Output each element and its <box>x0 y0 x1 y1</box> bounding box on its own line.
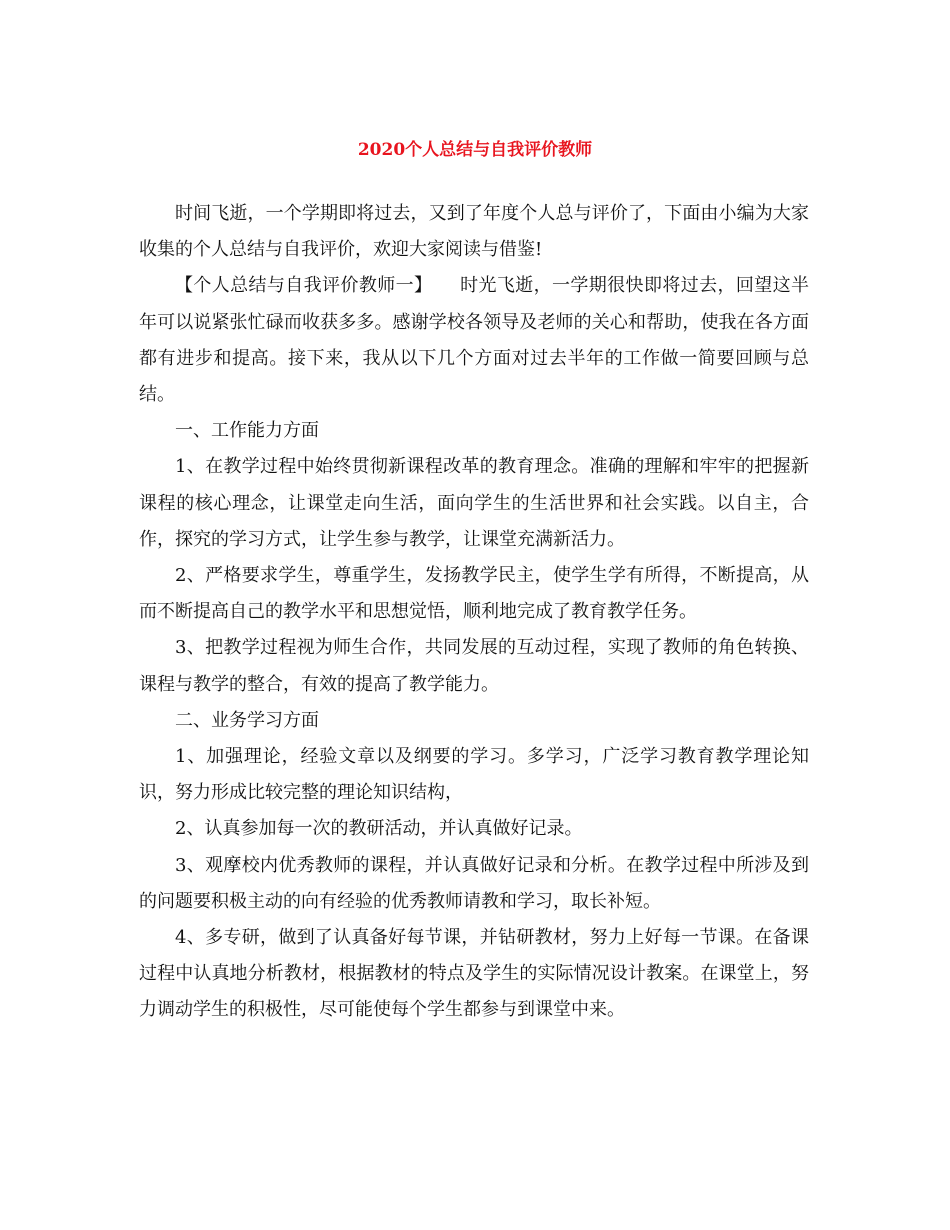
paragraph-intro: 时间飞逝，一个学期即将过去，又到了年度个人总与评价了，下面由小编为大家收集的个人总结与自我评价，欢迎大家阅读与借鉴! <box>139 203 809 261</box>
paragraph-item: 1、在教学过程中始终贯彻新课程改革的教育理念。准确的理解和牢牢的把握新课程的核心理念，让课堂走向生活，面向学生的生活世界和社会实践。以自主，合作，探究的学习方式，让学生参与教学，让课堂充满新活力。 <box>139 456 809 550</box>
section-heading-work-ability: 一、工作能力方面 <box>175 420 319 442</box>
paragraph-section-heading-intro: 【个人总结与自我评价教师一】 时光飞逝，一学期很快即将过去，回望这半年可以说紧张忙碌而收获多多。感谢学校各领导及老师的关心和帮助，使我在各方面都有进步和提高。接下来，我从以下几个方面对过去半年的工作做一简要回顾与总结。 <box>139 275 809 406</box>
document-title: 2020个人总结与自我评价教师 <box>357 140 593 160</box>
paragraph-item: 3、观摩校内优秀教师的课程，并认真做好记录和分析。在教学过程中所涉及到的问题要积极主动的向有经验的优秀教师请教和学习，取长补短。 <box>139 854 809 912</box>
section-heading-study: 二、业务学习方面 <box>175 709 319 731</box>
paragraph-item: 2、认真参加每一次的教研活动，并认真做好记录。 <box>175 818 583 840</box>
paragraph-item: 4、多专研，做到了认真备好每节课，并钻研教材，努力上好每一节课。在备课过程中认真地分析教材，根据教材的特点及学生的实际情况设计教案。在课堂上，努力调动学生的积极性，尽可能使每个学生都参与到课堂中来。 <box>139 927 809 1021</box>
paragraph-item: 1、加强理论，经验文章以及纲要的学习。多学习，广泛学习教育教学理论知识，努力形成比较完整的理论知识结构， <box>139 746 809 804</box>
document-body <box>139 196 809 1029</box>
paragraph-item: 2、严格要求学生，尊重学生，发扬教学民主，使学生学有所得，不断提高，从而不断提高自己的教学水平和思想觉悟，顺利地完成了教育教学任务。 <box>139 565 809 623</box>
paragraph-item: 3、把教学过程视为师生合作，共同发展的互动过程，实现了教师的角色转换、课程与教学的整合，有效的提高了教学能力。 <box>139 637 809 695</box>
